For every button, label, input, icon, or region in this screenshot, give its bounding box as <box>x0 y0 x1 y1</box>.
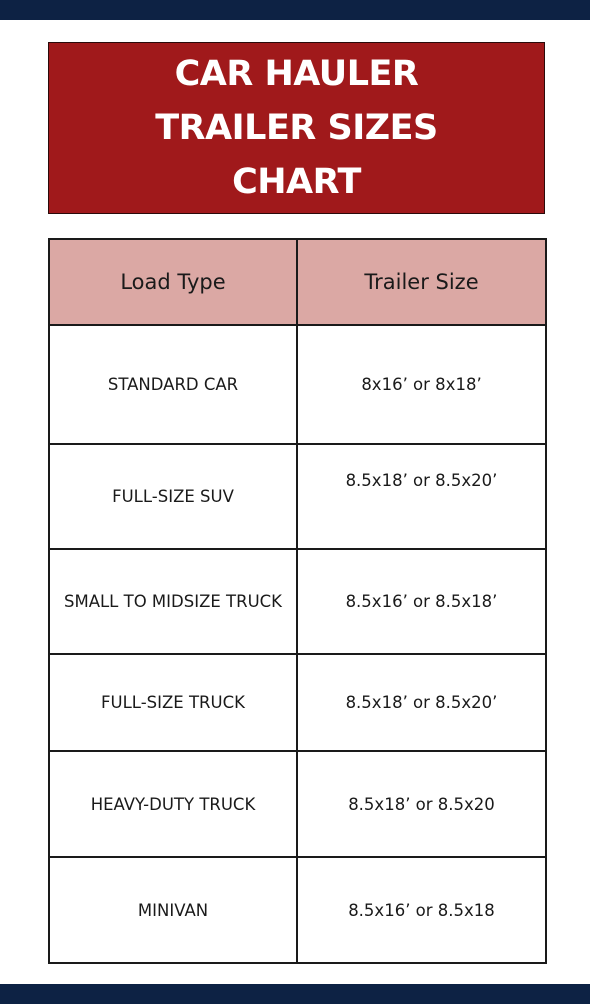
table-row <box>49 325 546 444</box>
table-row <box>49 857 546 963</box>
trailer-size-cell: 8.5x18’ or 8.5x20 <box>297 751 546 857</box>
title-line-2: TRAILER SIZES <box>155 108 438 148</box>
trailer-size-cell: 8x16’ or 8x18’ <box>297 325 546 444</box>
trailer-size-cell: 8.5x18’ or 8.5x20’ <box>297 444 546 549</box>
header-load-type: Load Type <box>49 239 297 325</box>
table-row <box>49 549 546 654</box>
table-row <box>49 444 546 549</box>
load-type-cell: FULL-SIZE TRUCK <box>49 654 297 751</box>
table-row <box>49 751 546 857</box>
title-banner <box>48 42 545 214</box>
top-navy-bar <box>0 0 590 20</box>
trailer-sizes-table <box>48 238 547 964</box>
table-header-row <box>49 239 546 325</box>
load-type-cell: SMALL TO MIDSIZE TRUCK <box>49 549 297 654</box>
trailer-size-cell: 8.5x16’ or 8.5x18 <box>297 857 546 963</box>
load-type-cell: MINIVAN <box>49 857 297 963</box>
trailer-size-cell: 8.5x16’ or 8.5x18’ <box>297 549 546 654</box>
title-line-3: CHART <box>232 162 361 202</box>
header-trailer-size: Trailer Size <box>297 239 546 325</box>
load-type-cell: STANDARD CAR <box>49 325 297 444</box>
bottom-navy-bar <box>0 984 590 1004</box>
trailer-size-cell: 8.5x18’ or 8.5x20’ <box>297 654 546 751</box>
table-row <box>49 654 546 751</box>
load-type-cell: FULL-SIZE SUV <box>49 444 297 549</box>
title-line-1: CAR HAULER <box>174 54 419 94</box>
load-type-cell: HEAVY-DUTY TRUCK <box>49 751 297 857</box>
page-title <box>155 47 438 209</box>
